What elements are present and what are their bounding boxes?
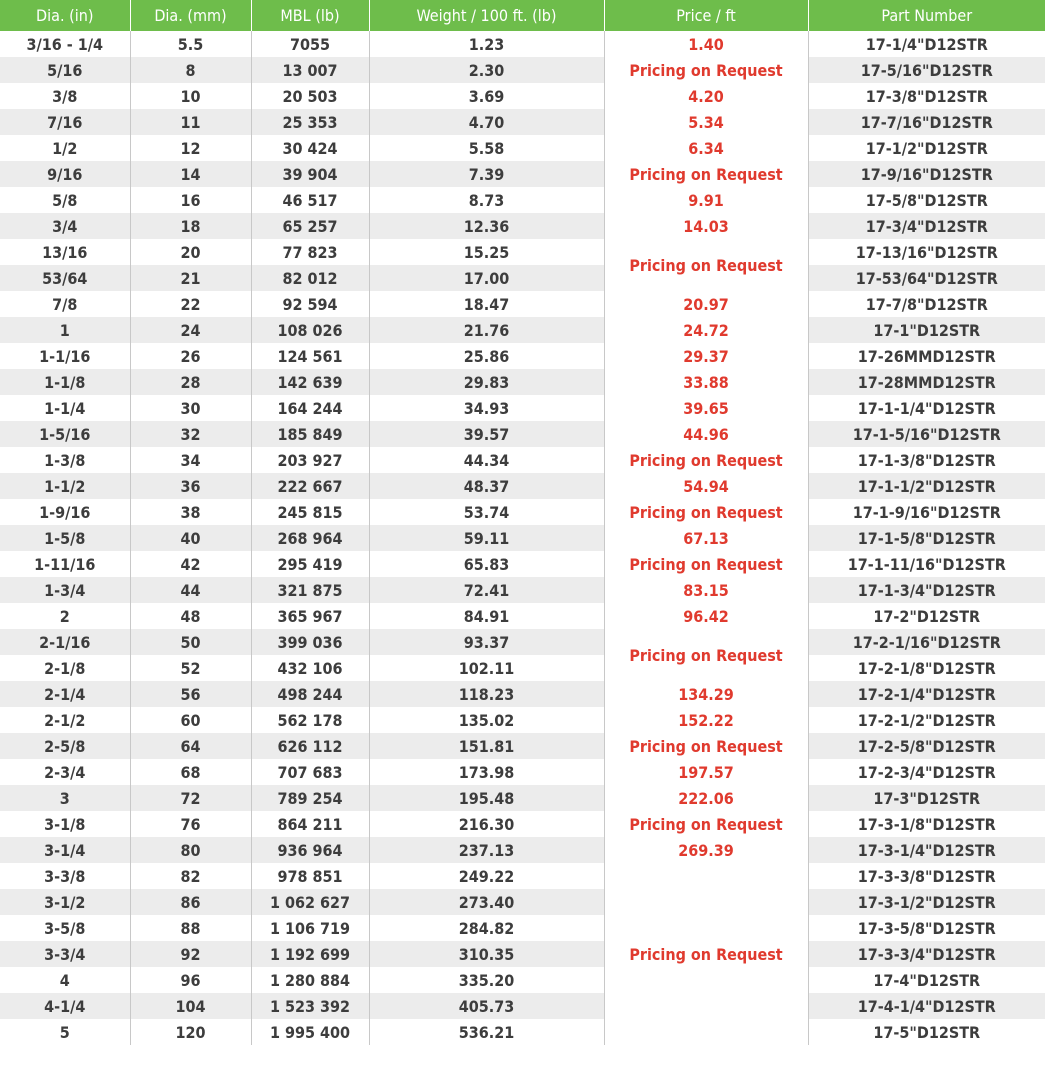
cell-dia-in: 1-3/8 — [0, 447, 130, 473]
cell-dia-mm: 11 — [130, 109, 251, 135]
table-row — [0, 161, 1045, 187]
cell-price: Pricing on Request — [604, 161, 808, 187]
cell-part-number: 17-1-1/4"D12STR — [857, 398, 996, 418]
cell-mbl: 789 254 — [251, 785, 369, 811]
cell-mbl: 432 106 — [251, 655, 369, 681]
table-row — [0, 629, 1045, 655]
cell-dia-in: 53/64 — [0, 265, 130, 291]
cell-dia-mm: 64 — [130, 733, 251, 759]
cell-weight: 335.20 — [369, 967, 604, 993]
cell-mbl: 245 815 — [251, 499, 369, 525]
cell-part-number: 17-3-5/8"D12STR — [857, 918, 996, 938]
cell-dia-mm: 104 — [130, 993, 251, 1019]
cell-part-number: 17-1-3/8"D12STR — [857, 450, 996, 470]
cell-part-number: 17-3/8"D12STR — [865, 86, 988, 106]
table-row — [0, 109, 1045, 135]
cell-price: 222.06 — [604, 785, 808, 811]
cell-dia-mm: 88 — [130, 915, 251, 941]
cell-dia-in: 3/4 — [0, 213, 130, 239]
table-row — [0, 525, 1045, 551]
table-row — [0, 759, 1045, 785]
table-row — [0, 551, 1045, 577]
cell-dia-mm: 14 — [130, 161, 251, 187]
cell-dia-mm: 92 — [130, 941, 251, 967]
cell-dia-in: 2 — [0, 603, 130, 629]
cell-mbl: 1 280 884 — [251, 967, 369, 993]
cell-part-number: 17-3-3/8"D12STR — [857, 866, 996, 886]
cell-part-number: 17-26MMD12STR — [857, 346, 996, 366]
cell-mbl: 864 211 — [251, 811, 369, 837]
table-row — [0, 681, 1045, 707]
cell-weight: 59.11 — [369, 525, 604, 551]
cell-weight: 536.21 — [369, 1019, 604, 1045]
cell-price: 39.65 — [604, 395, 808, 421]
cell-dia-mm: 56 — [130, 681, 251, 707]
cell-weight: 249.22 — [369, 863, 604, 889]
cell-dia-mm: 44 — [130, 577, 251, 603]
cell-part-number: 17-3"D12STR — [808, 785, 1045, 811]
cell-part-number: 17-53/64"D12STR — [808, 265, 1045, 291]
table-row — [0, 421, 1045, 447]
cell-dia-in: 3/8 — [0, 83, 130, 109]
cell-dia-in: 3-1/8 — [0, 811, 130, 837]
table-row — [0, 837, 1045, 863]
cell-dia-mm: 38 — [130, 499, 251, 525]
cell-dia-mm: 48 — [130, 603, 251, 629]
table-row — [0, 993, 1045, 1019]
cell-dia-mm: 18 — [130, 213, 251, 239]
cell-dia-in: 1-1/16 — [0, 343, 130, 369]
cell-price: 1.40 — [604, 31, 808, 57]
cell-dia-in: 1-9/16 — [0, 499, 130, 525]
cell-dia-in: 3-3/8 — [0, 863, 130, 889]
cell-dia-in: 5/8 — [0, 187, 130, 213]
cell-mbl: 321 875 — [251, 577, 369, 603]
cell-weight: 4.70 — [369, 109, 604, 135]
cell-weight: 284.82 — [369, 915, 604, 941]
cell-dia-mm: 8 — [130, 57, 251, 83]
cell-part-number: 17-3-3/4"D12STR — [808, 941, 1045, 967]
cell-dia-in: 5 — [0, 1019, 130, 1045]
cell-weight: 25.86 — [369, 343, 604, 369]
cell-weight: 44.34 — [369, 447, 604, 473]
cell-dia-mm: 28 — [130, 369, 251, 395]
cell-weight: 3.69 — [369, 83, 604, 109]
header-mbl: MBL (lb) — [251, 0, 369, 31]
cell-mbl: 142 639 — [251, 369, 369, 395]
cell-dia-mm: 20 — [130, 239, 251, 265]
cell-weight: 405.73 — [369, 993, 604, 1019]
table-row — [0, 187, 1045, 213]
cell-mbl: 20 503 — [251, 83, 369, 109]
cell-part-number: 17-2-1/4"D12STR — [808, 681, 1045, 707]
cell-weight: 8.73 — [369, 187, 604, 213]
cell-dia-mm: 30 — [130, 395, 251, 421]
cell-dia-mm: 34 — [130, 447, 251, 473]
table-row — [0, 733, 1045, 759]
table-row — [0, 317, 1045, 343]
cell-mbl: 77 823 — [251, 239, 369, 265]
cell-dia-in: 1-5/8 — [0, 525, 130, 551]
cell-part-number: 17-2-3/4"D12STR — [857, 762, 996, 782]
header-price: Price / ft — [604, 0, 808, 31]
cell-weight: 173.98 — [369, 759, 604, 785]
table-row — [0, 213, 1045, 239]
cell-dia-in: 1 — [0, 317, 130, 343]
cell-mbl: 13 007 — [251, 57, 369, 83]
cell-price: 20.97 — [604, 291, 808, 317]
table-row — [0, 889, 1045, 915]
cell-mbl: 108 026 — [251, 317, 369, 343]
cell-part-number: 17-28MMD12STR — [808, 369, 1045, 395]
cell-dia-mm: 82 — [130, 863, 251, 889]
cell-price: 4.20 — [604, 83, 808, 109]
header-weight: Weight / 100 ft. (lb) — [369, 0, 604, 31]
cell-mbl: 295 419 — [251, 551, 369, 577]
cell-part-number: 17-4"D12STR — [873, 970, 981, 990]
cell-part-number: 17-9/16"D12STR — [808, 161, 1045, 187]
cell-dia-in: 4-1/4 — [0, 993, 130, 1019]
cell-price: Pricing on Request — [604, 811, 808, 837]
table-row — [0, 291, 1045, 317]
cell-dia-in: 9/16 — [0, 161, 130, 187]
cell-dia-in: 1-1/2 — [0, 473, 130, 499]
cell-dia-in: 3/16 - 1/4 — [0, 31, 130, 57]
cell-weight: 7.39 — [369, 161, 604, 187]
cell-dia-in: 1-5/16 — [0, 421, 130, 447]
cell-mbl: 978 851 — [251, 863, 369, 889]
cell-weight: 84.91 — [369, 603, 604, 629]
cell-mbl: 65 257 — [251, 213, 369, 239]
cell-dia-mm: 5.5 — [130, 31, 251, 57]
cell-weight: 72.41 — [369, 577, 604, 603]
cell-part-number: 17-1-5/16"D12STR — [808, 421, 1045, 447]
cell-price: 29.37 — [604, 343, 808, 369]
cell-weight: 53.74 — [369, 499, 604, 525]
cell-weight: 65.83 — [369, 551, 604, 577]
cell-weight: 135.02 — [369, 707, 604, 733]
cell-weight: 15.25 — [369, 239, 604, 265]
cell-weight: 2.30 — [369, 57, 604, 83]
cell-dia-mm: 26 — [130, 343, 251, 369]
cell-dia-in: 5/16 — [0, 57, 130, 83]
cell-mbl: 498 244 — [251, 681, 369, 707]
cell-price: 269.39 — [604, 837, 808, 863]
cell-price: Pricing on Request — [604, 57, 808, 83]
cell-price: 152.22 — [604, 707, 808, 733]
cell-mbl: 626 112 — [251, 733, 369, 759]
cell-dia-mm: 42 — [130, 551, 251, 577]
cell-dia-mm: 50 — [130, 629, 251, 655]
cell-price: Pricing on Request — [604, 239, 808, 291]
cell-dia-in: 3 — [0, 785, 130, 811]
cell-weight: 151.81 — [369, 733, 604, 759]
table-row — [0, 811, 1045, 837]
cell-weight: 34.93 — [369, 395, 604, 421]
cell-dia-in: 3-1/4 — [0, 837, 130, 863]
cell-dia-mm: 76 — [130, 811, 251, 837]
cell-part-number: 17-2-1/2"D12STR — [857, 710, 996, 730]
cell-mbl: 268 964 — [251, 525, 369, 551]
cell-dia-mm: 96 — [130, 967, 251, 993]
table-row — [0, 785, 1045, 811]
cell-price: 33.88 — [604, 369, 808, 395]
cell-mbl: 1 523 392 — [251, 993, 369, 1019]
cell-part-number: 17-13/16"D12STR — [855, 242, 998, 262]
cell-dia-in: 2-1/8 — [0, 655, 130, 681]
cell-dia-in: 3-1/2 — [0, 889, 130, 915]
cell-price: 5.34 — [604, 109, 808, 135]
cell-price: 9.91 — [604, 187, 808, 213]
table-row — [0, 915, 1045, 941]
cell-dia-in: 2-1/4 — [0, 681, 130, 707]
cell-dia-in: 2-3/4 — [0, 759, 130, 785]
table-row — [0, 265, 1045, 291]
cell-dia-mm: 10 — [130, 83, 251, 109]
cell-mbl: 185 849 — [251, 421, 369, 447]
table-row — [0, 967, 1045, 993]
table-row — [0, 369, 1045, 395]
cell-part-number: 17-3-1/8"D12STR — [857, 814, 996, 834]
cell-weight: 273.40 — [369, 889, 604, 915]
cell-dia-in: 1-3/4 — [0, 577, 130, 603]
cell-part-number: 17-2-5/8"D12STR — [808, 733, 1045, 759]
cell-weight: 118.23 — [369, 681, 604, 707]
cell-price: Pricing on Request — [604, 629, 808, 681]
cell-dia-mm: 32 — [130, 421, 251, 447]
cell-mbl: 30 424 — [251, 135, 369, 161]
cell-part-number: 17-1-1/2"D12STR — [808, 473, 1045, 499]
cell-part-number: 17-2-1/16"D12STR — [808, 629, 1045, 655]
cell-mbl: 936 964 — [251, 837, 369, 863]
cell-dia-mm: 86 — [130, 889, 251, 915]
cell-mbl: 7055 — [251, 31, 369, 57]
header-dia-in: Dia. (in) — [0, 0, 130, 31]
cell-part-number: 17-1"D12STR — [808, 317, 1045, 343]
table-row — [0, 655, 1045, 681]
cell-dia-mm: 24 — [130, 317, 251, 343]
cell-price: 14.03 — [604, 213, 808, 239]
cell-dia-mm: 68 — [130, 759, 251, 785]
cell-dia-mm: 80 — [130, 837, 251, 863]
cell-dia-in: 7/16 — [0, 109, 130, 135]
cell-weight: 21.76 — [369, 317, 604, 343]
table-row — [0, 499, 1045, 525]
table-body — [0, 31, 1045, 1045]
cell-mbl: 82 012 — [251, 265, 369, 291]
cell-dia-mm: 72 — [130, 785, 251, 811]
cell-dia-mm: 60 — [130, 707, 251, 733]
cell-price: Pricing on Request — [604, 447, 808, 473]
cell-part-number: 17-2-1/8"D12STR — [857, 658, 996, 678]
table-row — [0, 57, 1045, 83]
cell-dia-in: 13/16 — [0, 239, 130, 265]
cell-weight: 48.37 — [369, 473, 604, 499]
cell-mbl: 1 062 627 — [251, 889, 369, 915]
table-row — [0, 343, 1045, 369]
cell-mbl: 25 353 — [251, 109, 369, 135]
cell-mbl: 1 192 699 — [251, 941, 369, 967]
cell-mbl: 707 683 — [251, 759, 369, 785]
cell-part-number: 17-7/16"D12STR — [808, 109, 1045, 135]
cell-dia-in: 4 — [0, 967, 130, 993]
cell-price: Pricing on Request — [604, 733, 808, 759]
cell-weight: 39.57 — [369, 421, 604, 447]
cell-dia-in: 1-1/8 — [0, 369, 130, 395]
cell-part-number: 17-1-11/16"D12STR — [847, 554, 1006, 574]
cell-dia-mm: 120 — [130, 1019, 251, 1045]
cell-weight: 216.30 — [369, 811, 604, 837]
cell-dia-mm: 12 — [130, 135, 251, 161]
cell-price: 197.57 — [604, 759, 808, 785]
cell-mbl: 46 517 — [251, 187, 369, 213]
cell-dia-in: 1-11/16 — [0, 551, 130, 577]
cell-dia-mm: 16 — [130, 187, 251, 213]
cell-price: Pricing on Request — [604, 499, 808, 525]
cell-mbl: 1 995 400 — [251, 1019, 369, 1045]
cell-dia-in: 3-5/8 — [0, 915, 130, 941]
cell-part-number: 17-3-1/2"D12STR — [808, 889, 1045, 915]
cell-dia-in: 3-3/4 — [0, 941, 130, 967]
cell-price: Pricing on Request — [604, 551, 808, 577]
cell-price: 54.94 — [604, 473, 808, 499]
cell-price: 96.42 — [604, 603, 808, 629]
cell-part-number: 17-3-1/4"D12STR — [808, 837, 1045, 863]
table-row — [0, 31, 1045, 57]
cell-mbl: 399 036 — [251, 629, 369, 655]
cell-mbl: 365 967 — [251, 603, 369, 629]
header-part-number: Part Number — [808, 0, 1045, 31]
cell-part-number: 17-7/8"D12STR — [865, 294, 988, 314]
cell-part-number: 17-5/16"D12STR — [808, 57, 1045, 83]
cell-weight: 18.47 — [369, 291, 604, 317]
cell-weight: 237.13 — [369, 837, 604, 863]
table-row — [0, 707, 1045, 733]
table-row — [0, 395, 1045, 421]
cell-part-number: 17-1-5/8"D12STR — [808, 525, 1045, 551]
cell-dia-in: 1/2 — [0, 135, 130, 161]
cell-dia-mm: 21 — [130, 265, 251, 291]
cell-dia-in: 2-1/16 — [0, 629, 130, 655]
cell-part-number: 17-1-9/16"D12STR — [852, 502, 1001, 522]
table-row — [0, 603, 1045, 629]
cell-weight: 310.35 — [369, 941, 604, 967]
cell-mbl: 92 594 — [251, 291, 369, 317]
cell-mbl: 1 106 719 — [251, 915, 369, 941]
table-row — [0, 239, 1045, 265]
cell-part-number: 17-4-1/4"D12STR — [808, 993, 1045, 1019]
cell-price: 134.29 — [604, 681, 808, 707]
cell-mbl: 222 667 — [251, 473, 369, 499]
cell-dia-mm: 22 — [130, 291, 251, 317]
table-row — [0, 473, 1045, 499]
cell-part-number: 17-5"D12STR — [873, 1022, 981, 1042]
cell-price: 6.34 — [604, 135, 808, 161]
cell-price: 83.15 — [604, 577, 808, 603]
header-row — [0, 0, 1045, 31]
cell-weight: 195.48 — [369, 785, 604, 811]
cell-dia-mm: 36 — [130, 473, 251, 499]
cell-price: 67.13 — [604, 525, 808, 551]
table-header — [0, 0, 1045, 31]
cell-price: 44.96 — [604, 421, 808, 447]
cell-weight: 29.83 — [369, 369, 604, 395]
header-dia-mm: Dia. (mm) — [130, 0, 251, 31]
cell-weight: 1.23 — [369, 31, 604, 57]
cell-weight: 93.37 — [369, 629, 604, 655]
cell-part-number: 17-1/2"D12STR — [865, 138, 988, 158]
cell-dia-in: 7/8 — [0, 291, 130, 317]
cell-price: 24.72 — [604, 317, 808, 343]
cell-mbl: 124 561 — [251, 343, 369, 369]
cell-dia-in: 2-1/2 — [0, 707, 130, 733]
cell-part-number: 17-5/8"D12STR — [865, 190, 988, 210]
cell-mbl: 164 244 — [251, 395, 369, 421]
cell-part-number: 17-3/4"D12STR — [808, 213, 1045, 239]
table-row — [0, 447, 1045, 473]
cell-mbl: 39 904 — [251, 161, 369, 187]
table-row — [0, 83, 1045, 109]
table-row — [0, 863, 1045, 889]
cell-weight: 12.36 — [369, 213, 604, 239]
cell-weight: 102.11 — [369, 655, 604, 681]
cell-weight: 17.00 — [369, 265, 604, 291]
table-row — [0, 135, 1045, 161]
cell-mbl: 203 927 — [251, 447, 369, 473]
cell-weight: 5.58 — [369, 135, 604, 161]
table-row — [0, 941, 1045, 967]
cell-dia-in: 2-5/8 — [0, 733, 130, 759]
cell-mbl: 562 178 — [251, 707, 369, 733]
cell-part-number: 17-1/4"D12STR — [865, 34, 988, 54]
cell-part-number: 17-1-3/4"D12STR — [808, 577, 1045, 603]
table-row — [0, 1019, 1045, 1045]
cell-dia-mm: 52 — [130, 655, 251, 681]
cell-price: Pricing on Request — [604, 863, 808, 1045]
cell-dia-mm: 40 — [130, 525, 251, 551]
cell-dia-in: 1-1/4 — [0, 395, 130, 421]
table-row — [0, 577, 1045, 603]
cell-part-number: 17-2"D12STR — [873, 606, 981, 626]
